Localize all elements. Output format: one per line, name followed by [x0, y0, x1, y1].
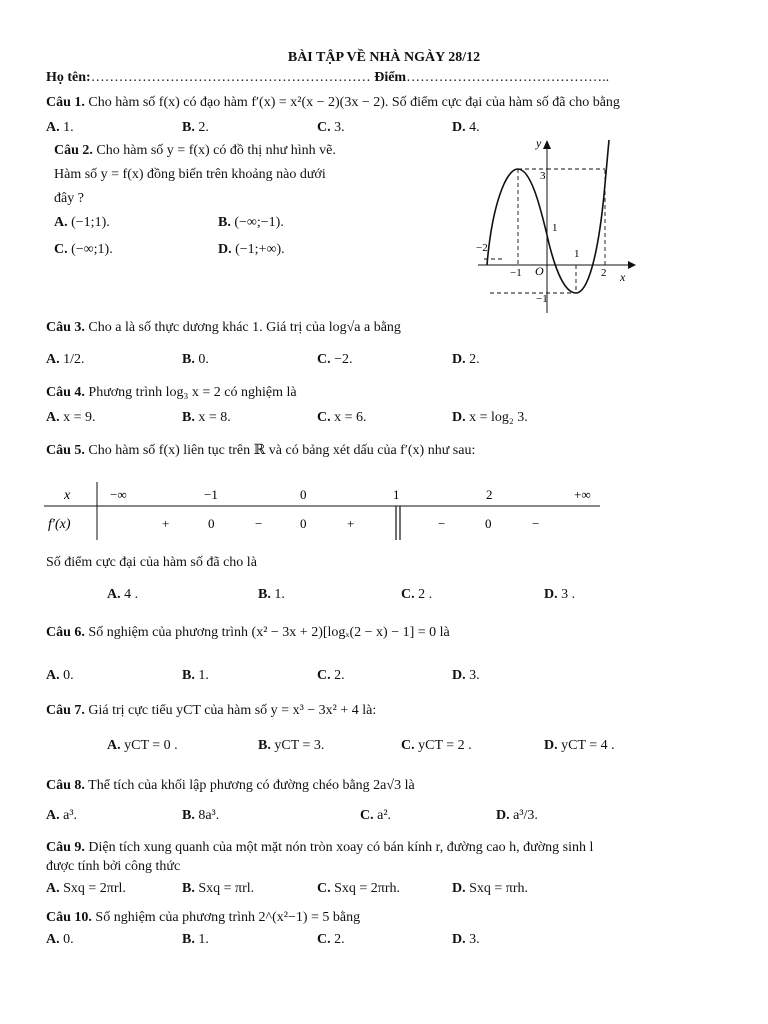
option-d[interactable]: D. 2. [452, 352, 480, 367]
score-label: Điểm [374, 70, 407, 85]
option-b[interactable]: B. 1. [182, 668, 209, 683]
question-text: Cho a là số thực dương khác 1. Giá trị của log√a a bằng [88, 320, 401, 335]
question-4 [46, 385, 297, 401]
question-label: Câu 9. [46, 840, 85, 855]
sign: − [532, 516, 540, 531]
option-d[interactable]: D. 3 . [544, 587, 576, 602]
question-label: Câu 6. [46, 625, 85, 640]
sign-table [44, 480, 604, 542]
question-label: Câu 5. [46, 443, 85, 458]
signs [162, 516, 539, 531]
question-label: Câu 1. [46, 95, 85, 110]
x-axis-arrow-icon [628, 261, 636, 269]
sign: + [347, 516, 355, 531]
option-a[interactable]: A. x = 9. [46, 410, 96, 425]
sign: 0 [485, 516, 492, 531]
option-b[interactable]: B. 8a³. [182, 808, 220, 823]
sign: − [438, 516, 446, 531]
question-text-line: Diện tích xung quanh của một mặt nón tròn xoay có bán kính r, đường cao h, đường sinh l [88, 840, 594, 855]
tick-label-ym1: −1 [536, 293, 548, 305]
option-c[interactable]: C. yCT = 2 . [401, 738, 472, 753]
question-text-line: Hàm số y = f(x) đồng biến trên khoảng nào dưới [54, 167, 326, 182]
option-c[interactable]: C. Sxq = 2πrh. [317, 881, 401, 896]
name-field [46, 70, 609, 86]
question-text: Cho hàm số f(x) có đạo hàm f′(x) = x²(x − 2)(3x − 2). Số điểm cực đại của hàm số đã cho bằng [88, 95, 620, 110]
question-label: Câu 10. [46, 910, 92, 925]
option-c[interactable]: C. x = 6. [317, 410, 367, 425]
x-axis-label: x [620, 270, 626, 284]
option-b[interactable]: B. 0. [182, 352, 209, 367]
question-label: Câu 3. [46, 320, 85, 335]
sign: − [255, 516, 263, 531]
question-text: Giá trị cực tiểu yCT của hàm số y = x³ − 3x² + 4 là: [88, 703, 377, 718]
option-c[interactable]: C. −2. [317, 352, 353, 367]
x-value: +∞ [574, 487, 591, 502]
question-2 [54, 143, 336, 159]
sign: 0 [300, 516, 307, 531]
name-label: Họ tên: [46, 70, 91, 85]
question-label: Câu 8. [46, 778, 85, 793]
option-c[interactable]: C. 3. [317, 120, 345, 135]
tick-label-x2: 2 [601, 267, 607, 279]
row-label-derivative: f′(x) [48, 517, 71, 532]
question-1 [46, 95, 620, 111]
option-a[interactable]: A. 0. [46, 668, 74, 683]
sign: 0 [208, 516, 215, 531]
option-d[interactable]: D. x = log₂ 3. [452, 410, 528, 425]
x-value: 2 [486, 487, 493, 502]
x-value: −∞ [110, 487, 127, 502]
option-d[interactable]: D. 4. [452, 120, 480, 135]
question-8 [46, 778, 415, 794]
option-b[interactable]: B. Sxq = πrl. [182, 881, 255, 896]
x-value: 1 [393, 487, 400, 502]
y-axis-arrow-icon [543, 140, 551, 149]
score-dots: …………………………………….. [406, 70, 610, 85]
sign: + [162, 516, 170, 531]
option-a[interactable]: A. a³. [46, 808, 78, 823]
question-text: Cho hàm số f(x) liên tục trên ℝ và có bảng xét dấu của f′(x) như sau: [88, 443, 476, 458]
option-b[interactable]: B. 1. [258, 587, 285, 602]
x-values [110, 487, 591, 502]
option-b[interactable]: B. 1. [182, 932, 209, 947]
option-a[interactable]: A. Sxq = 2πrl. [46, 881, 126, 896]
option-a[interactable]: A. 1. [46, 120, 74, 135]
tick-label-y1: 1 [552, 222, 558, 234]
row-label-x: x [64, 488, 71, 503]
question-3 [46, 320, 401, 336]
option-a[interactable]: A. 4 . [107, 587, 139, 602]
question-text-line: đây ? [54, 191, 84, 206]
tick-label-x1: 1 [574, 248, 580, 260]
option-c[interactable]: C. (−∞;1). [54, 242, 113, 257]
question-label: Câu 4. [46, 385, 85, 400]
option-d[interactable]: D. a³/3. [496, 808, 538, 823]
page-title: BÀI TẬP VỀ NHÀ NGÀY 28/12 [287, 50, 481, 65]
x-value: −1 [204, 487, 218, 502]
question-10 [46, 910, 360, 926]
question-6 [46, 625, 450, 641]
option-a[interactable]: A. (−1;1). [54, 215, 110, 230]
option-d[interactable]: D. 3. [452, 668, 480, 683]
question-5-prompt: Số điểm cực đại của hàm số đã cho là [46, 555, 257, 570]
option-b[interactable]: B. 2. [182, 120, 209, 135]
option-a[interactable]: A. 0. [46, 932, 74, 947]
question-7 [46, 703, 376, 719]
name-dots: …………………………………………………… [90, 70, 371, 85]
question-text-line: Cho hàm số y = f(x) có đồ thị như hình vẽ. [96, 143, 336, 158]
option-c[interactable]: C. a². [360, 808, 392, 823]
option-c[interactable]: C. 2 . [401, 587, 433, 602]
function-curve [487, 140, 609, 293]
question-9 [46, 840, 593, 856]
option-d[interactable]: D. Sxq = πrh. [452, 881, 529, 896]
question-label: Câu 2. [54, 143, 93, 158]
option-c[interactable]: C. 2. [317, 668, 345, 683]
option-a[interactable]: A. yCT = 0 . [107, 738, 178, 753]
function-graph [470, 135, 640, 320]
question-text: Phương trình log₃ x = 2 có nghiệm là [88, 385, 297, 400]
tick-label-y3: 3 [540, 170, 546, 182]
option-b[interactable]: B. yCT = 3. [258, 738, 325, 753]
option-d[interactable]: D. yCT = 4 . [544, 738, 615, 753]
option-a[interactable]: A. 1/2. [46, 352, 85, 367]
y-axis-label: y [536, 136, 542, 150]
question-text-line: được tính bởi công thức [46, 859, 181, 874]
origin-label: O [535, 264, 544, 278]
tick-label-xm1: −1 [510, 267, 522, 279]
question-5 [46, 442, 475, 459]
question-label: Câu 7. [46, 703, 85, 718]
question-text: Số nghiệm của phương trình (x² − 3x + 2)[logₓ(2 − x) − 1] = 0 là [88, 625, 450, 640]
x-value: 0 [300, 487, 307, 502]
option-d[interactable]: D. 3. [452, 932, 480, 947]
option-c[interactable]: C. 2. [317, 932, 345, 947]
tick-label-xm2: −2 [476, 242, 488, 254]
question-text: Số nghiệm của phương trình 2^(x²−1) = 5 bằng [95, 910, 361, 925]
option-d[interactable]: D. (−1;+∞). [218, 242, 285, 257]
option-b[interactable]: B. x = 8. [182, 410, 231, 425]
question-text: Thể tích của khối lập phương có đường chéo bằng 2a√3 là [88, 778, 415, 793]
option-b[interactable]: B. (−∞;−1). [218, 215, 284, 230]
